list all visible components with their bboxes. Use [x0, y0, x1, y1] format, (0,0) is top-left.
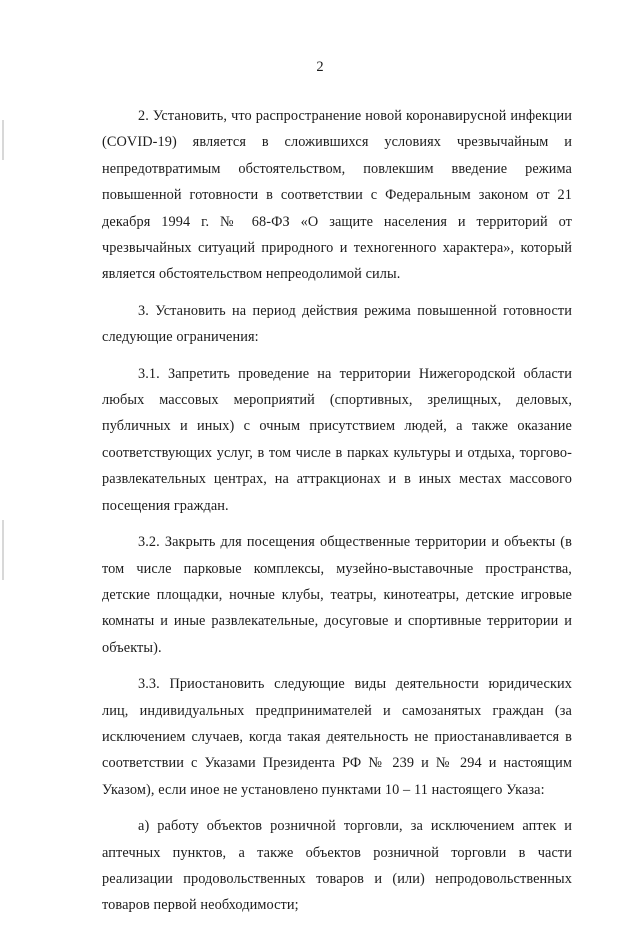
paragraph-3-2: 3.2. Закрыть для посещения общественные территории и объекты (в том числе парковые комплексы, музейно-выставочные пространства, детские площадки, ночные клубы, театры, кинотеатры, детские игровые комнаты и иные развлекательные, досуговые и спортивные территории и объекты).	[102, 534, 572, 656]
page-number: 2	[316, 59, 324, 75]
paragraph-3-3-a: а) работу объектов розничной торговли, за исключением аптек и аптечных пунктов, а также объектов розничной торговли в части реализации продовольственных товаров и (или) непродовольственных товаров первой необходимости;	[102, 818, 572, 914]
paragraph-2: 2. Установить, что распространение новой коронавирусной инфекции (COVID-19) является в сложившихся условиях чрезвычайным и непредотвратимым обстоятельством, повлекшим введение режима повышенной готовности в соответствии с Федеральным законом от 21 декабря 1994 г. № 68-ФЗ «О защите населения и территорий от чрезвычайных ситуаций природного и техногенного характера», который является обстоятельством непреодолимой силы.	[102, 108, 572, 283]
scan-artifact	[2, 520, 4, 580]
paragraph-3-1: 3.1. Запретить проведение на территории Нижегородской области любых массовых мероприятий (спортивных, зрелищных, деловых, публичных и иных) с очным присутствием людей, а также оказание соответствующих услуг, в том числе в парках культуры и отдыха, торгово-развлекательных центрах, на аттракционах и в иных местах массового посещения граждан.	[102, 365, 572, 514]
paragraph-3: 3. Установить на период действия режима повышенной готовности следующие ограничения:	[102, 302, 572, 346]
paragraph-3-3: 3.3. Приостановить следующие виды деятельности юридических лиц, индивидуальных предпринимателей и самозанятых граждан (за исключением случаев, когда такая деятельность не приостанавливается в соответствии с Указами Президента РФ № 239 и № 294 и настоящим Указом), если иное не установлено пунктами 10 – 11 настоящего Указа:	[102, 676, 572, 798]
scan-artifact	[2, 120, 4, 160]
document-body	[102, 103, 572, 929]
